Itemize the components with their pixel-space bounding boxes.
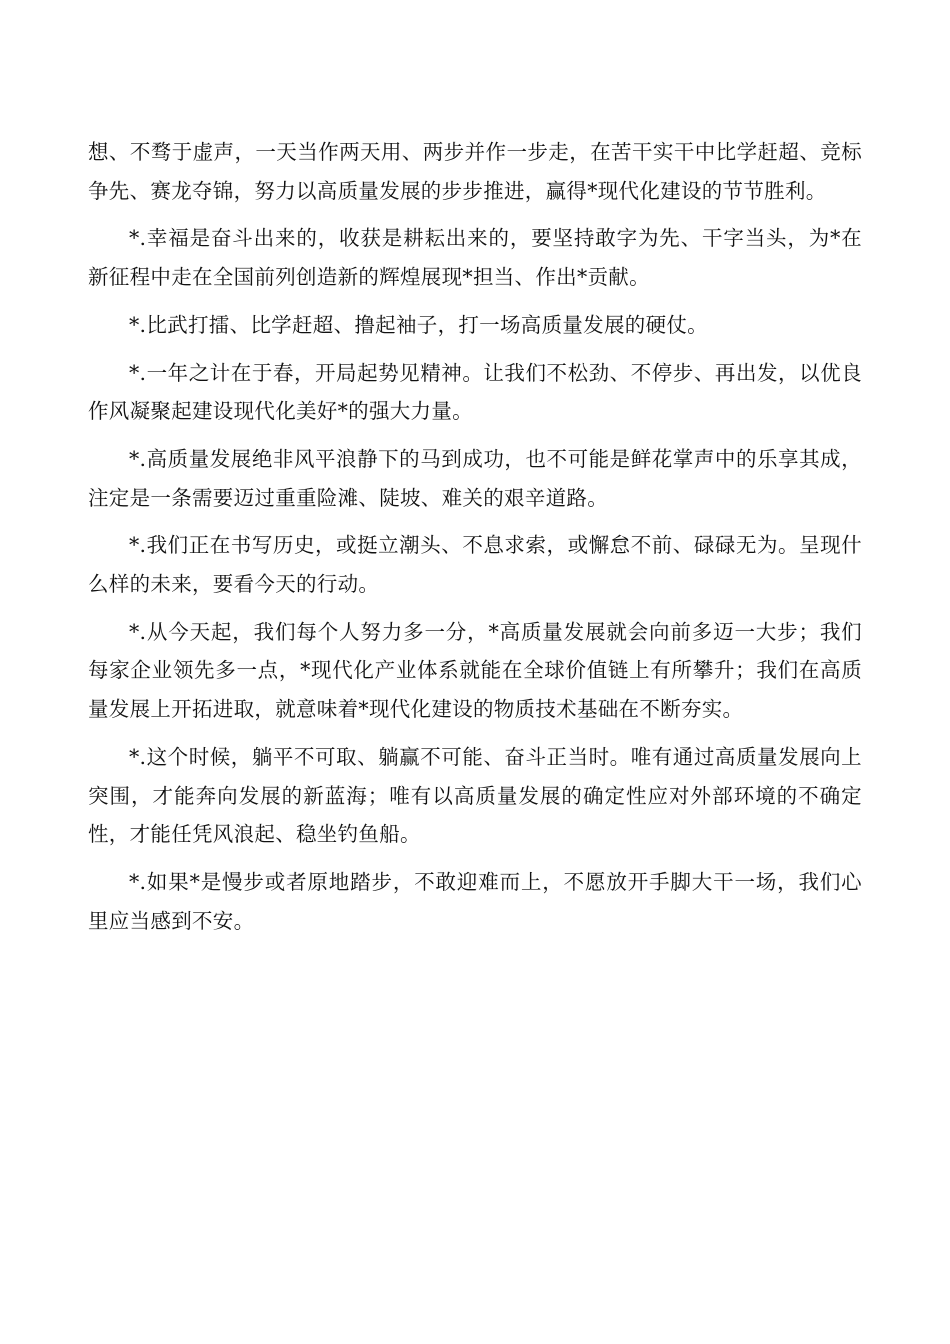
document-body (88, 133, 862, 949)
paragraph: *.高质量发展绝非风平浪静下的马到成功，也不可能是鲜花掌声中的乐享其成，注定是一条需要迈过重重险滩、陡坡、难关的艰辛道路。 (88, 446, 862, 510)
paragraph: *.这个时候，躺平不可取、躺赢不可能、奋斗正当时。唯有通过高质量发展向上突围，才能奔向发展的新蓝海；唯有以高质量发展的确定性应对外部环境的不确定性，才能任凭风浪起、稳坐钓鱼船。 (88, 744, 862, 847)
paragraph: 想、不骛于虚声，一天当作两天用、两步并作一步走，在苦干实干中比学赶超、竞标争先、赛龙夺锦，努力以高质量发展的步步推进，赢得*现代化建设的节节胜利。 (88, 140, 862, 203)
paragraph: *.比武打擂、比学赶超、撸起袖子，打一场高质量发展的硬仗。 (129, 312, 708, 337)
paragraph: *.一年之计在于春，开局起势见精神。让我们不松劲、不停步、再出发，以优良作风凝聚起建设现代化美好*的强大力量。 (88, 360, 862, 424)
paragraph: *.我们正在书写历史，或挺立潮头、不息求索，或懈怠不前、碌碌无为。呈现什么样的未来，要看今天的行动。 (88, 533, 862, 597)
paragraph: *.从今天起，我们每个人努力多一分，*高质量发展就会向前多迈一大步；我们每家企业领先多一点，*现代化产业体系就能在全球价值链上有所攀升；我们在高质量发展上开拓进取，就意味着*现代化建设的物质技术基础在不断夯实。 (88, 619, 862, 722)
paragraph: *.如果*是慢步或者原地踏步，不敢迎难而上，不愿放开手脚大干一场，我们心里应当感到不安。 (88, 869, 862, 933)
paragraph: *.幸福是奋斗出来的，收获是耕耘出来的，要坚持敢字为先、干字当头，为*在新征程中走在全国前列创造新的辉煌展现*担当、作出*贡献。 (88, 226, 862, 290)
